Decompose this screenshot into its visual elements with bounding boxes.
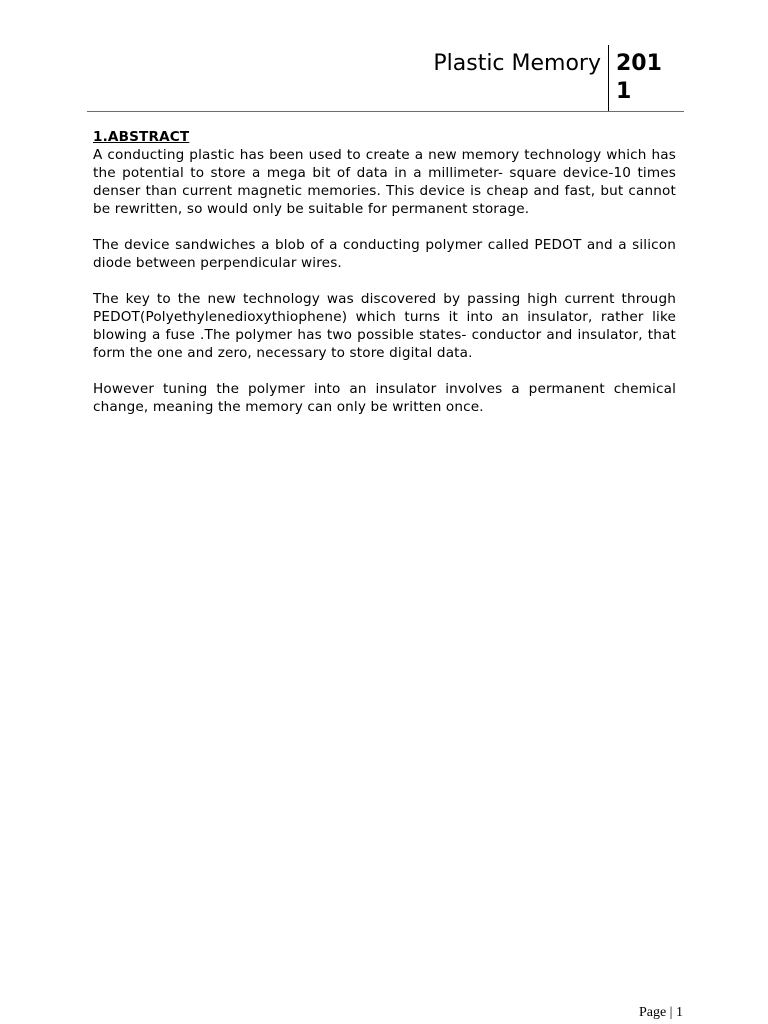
section-heading: 1.ABSTRACT (93, 129, 190, 145)
paragraph: However tuning the polymer into an insulator involves a permanent chemical change, meaning the memory can only be written once. (93, 381, 676, 415)
paragraph: A conducting plastic has been used to create a new memory technology which has the potential to store a mega bit of data in a millimeter- square device-10 times denser than current magnetic memories. This device is cheap and fast, but cannot be rewritten, so would only be suitable for permanent storage. (93, 147, 676, 217)
header-divider (608, 45, 609, 111)
page-header (87, 45, 684, 112)
document-title: Plastic Memory (433, 51, 601, 76)
paragraph: The key to the new technology was discovered by passing high current through PEDOT(Polyethylenedioxythiophene) which turns it into an insulator, rather like blowing a fuse .The polymer has two possible states- conductor and insulator, that form the one and zero, necessary to store digital data. (93, 291, 676, 361)
paragraph: The device sandwiches a blob of a conducting polymer called PEDOT and a silicon diode between perpendicular wires. (93, 237, 676, 271)
document-body (93, 128, 676, 434)
page-number: Page | 1 (638, 1005, 683, 1020)
document-year: 2011 (616, 51, 662, 104)
